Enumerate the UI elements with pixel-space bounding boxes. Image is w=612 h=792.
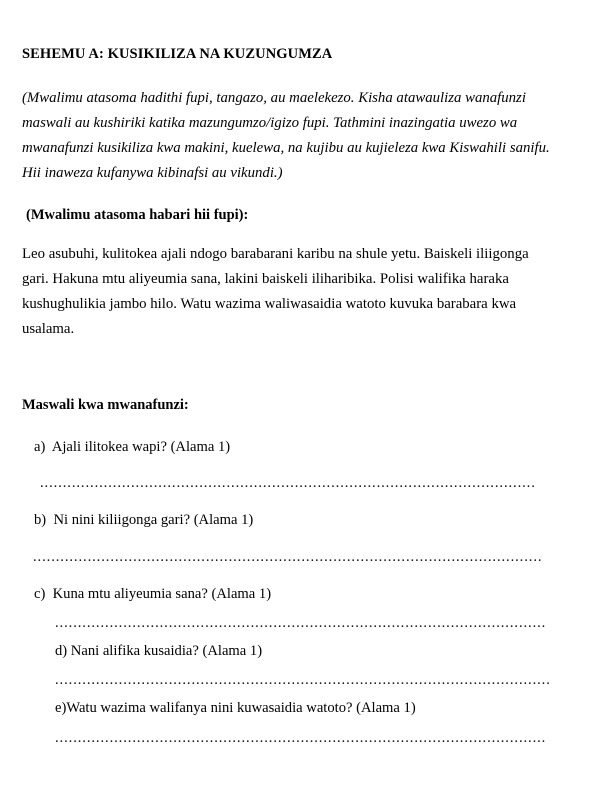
question-text-a: a) Ajali ilitokea wapi? (Alama 1) [34, 439, 231, 455]
answer-line-a[interactable]: ............................................................................................................. [40, 475, 536, 491]
question-item-d [22, 640, 578, 688]
question-text-b: b) Ni nini kiliigonga gari? (Alama 1) [34, 512, 254, 528]
question-item-a [22, 436, 578, 491]
question-item-b [22, 509, 578, 565]
question-text-c: c) Kuna mtu aliyeumia sana? (Alama 1) [34, 586, 272, 602]
answer-line-e[interactable]: ............................................................................................................ [55, 730, 547, 746]
teacher-read-cue: (Mwalimu atasoma habari hii fupi): [26, 207, 249, 223]
question-text-e: e)Watu wazima walifanya nini kuwasaidia watoto? (Alama 1) [55, 700, 416, 716]
question-item-c [22, 583, 578, 631]
answer-line-c[interactable]: ............................................................................................................ [55, 615, 547, 631]
question-text-d: d) Nani alifika kusaidia? (Alama 1) [55, 643, 263, 659]
answer-line-d[interactable]: ............................................................................................................. [55, 672, 551, 688]
listening-passage: Leo asubuhi, kulitokea ajali ndogo barabarani karibu na shule yetu. Baiskeli iliigonga gari. Hakuna mtu aliyeumia sana, lakini baiskeli iliharibika. Polisi walifika haraka kushughulikia jambo hilo. Watu wazima waliwasaidia watoto kuvuka barabara kwa usalama. [22, 246, 529, 337]
page-content [22, 44, 578, 746]
question-item-e [22, 697, 578, 746]
answer-line-b[interactable]: ................................................................................................................ [33, 549, 543, 565]
section-title: SEHEMU A: KUSIKILIZA NA KUZUNGUMZA [22, 46, 333, 62]
instructions-paragraph: (Mwalimu atasoma hadithi fupi, tangazo, au maelekezo. Kisha atawauliza wanafunzi maswali au kushiriki katika mazungumzo/igizo fupi. Tathmini inazingatia uwezo wa mwanafunzi kusikiliza kwa makini, kuelewa, na kujibu au kujieleza kwa Kiswahili sanifu. Hii inaweza kufanywa kibinafsi au vikundi.) [22, 90, 550, 181]
question-list [22, 436, 578, 746]
questions-heading: Maswali kwa mwanafunzi: [22, 397, 189, 413]
